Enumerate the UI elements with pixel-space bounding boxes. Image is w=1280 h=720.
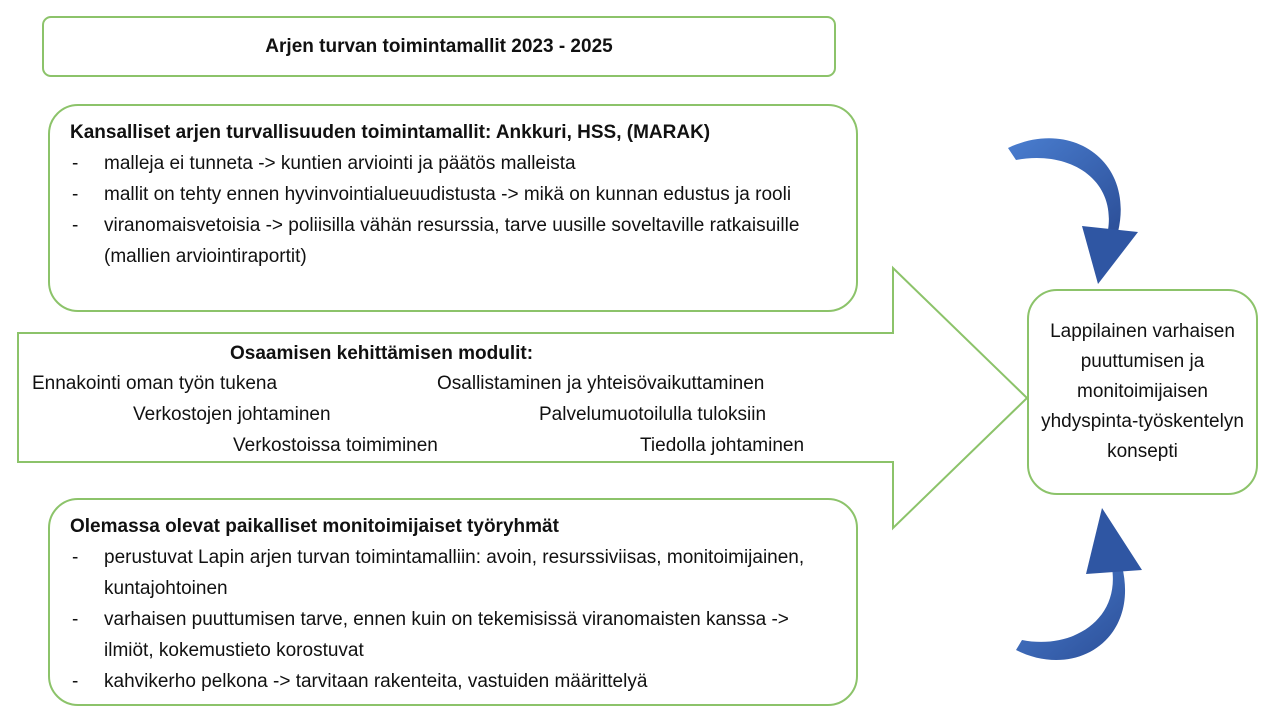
list-item: - varhaisen puuttumisen tarve, ennen kuin on tekemisissä viranomaisten kanssa -> ilmiöt, kokemustieto korostuvat [70,604,838,666]
page-title: Arjen turvan toimintamallit 2023 - 2025 [265,35,613,57]
curved-arrow-up-icon [1016,508,1142,660]
module-item: Palvelumuotoilulla tuloksiin [539,404,767,425]
curved-arrow-down-icon [1008,138,1138,284]
module-item: Osallistaminen ja yhteisövaikuttaminen [437,373,765,394]
modules-heading: Osaamisen kehittämisen modulit: [230,343,534,364]
local-groups-heading: Olemassa olevat paikalliset monitoimijaiset työryhmät [70,516,559,537]
list-item: - malleja ei tunneta -> kuntien arviointi ja päätös malleista [70,148,838,179]
list-item: - mallit on tehty ennen hyvinvointialueuudistusta -> mikä on kunnan edustus ja rooli [70,179,838,210]
list-item: - kahvikerho pelkona -> tarvitaan rakenteita, vastuiden määrittelyä [70,666,838,697]
module-item: Tiedolla johtaminen [640,435,805,456]
list-item: - viranomaisvetoisia -> poliisilla vähän resurssia, tarve uusille soveltaville ratkaisuille (mallien arviointiraportit) [70,210,838,272]
list-item: - perustuvat Lapin arjen turvan toimintamalliin: avoin, resurssiviisas, monitoimijainen, kuntajohtoinen [70,542,838,604]
module-item: Ennakointi oman työn tukena [32,373,278,394]
module-item: Verkostoissa toimiminen [233,435,438,456]
module-item: Verkostojen johtaminen [133,404,331,425]
concept-text: Lappilainen varhaisen puuttumisen ja monitoimijaisen yhdyspinta-työskentelyn konsepti [1041,321,1244,462]
national-models-heading: Kansalliset arjen turvallisuuden toimintamallit: Ankkuri, HSS, (MARAK) [70,122,711,143]
